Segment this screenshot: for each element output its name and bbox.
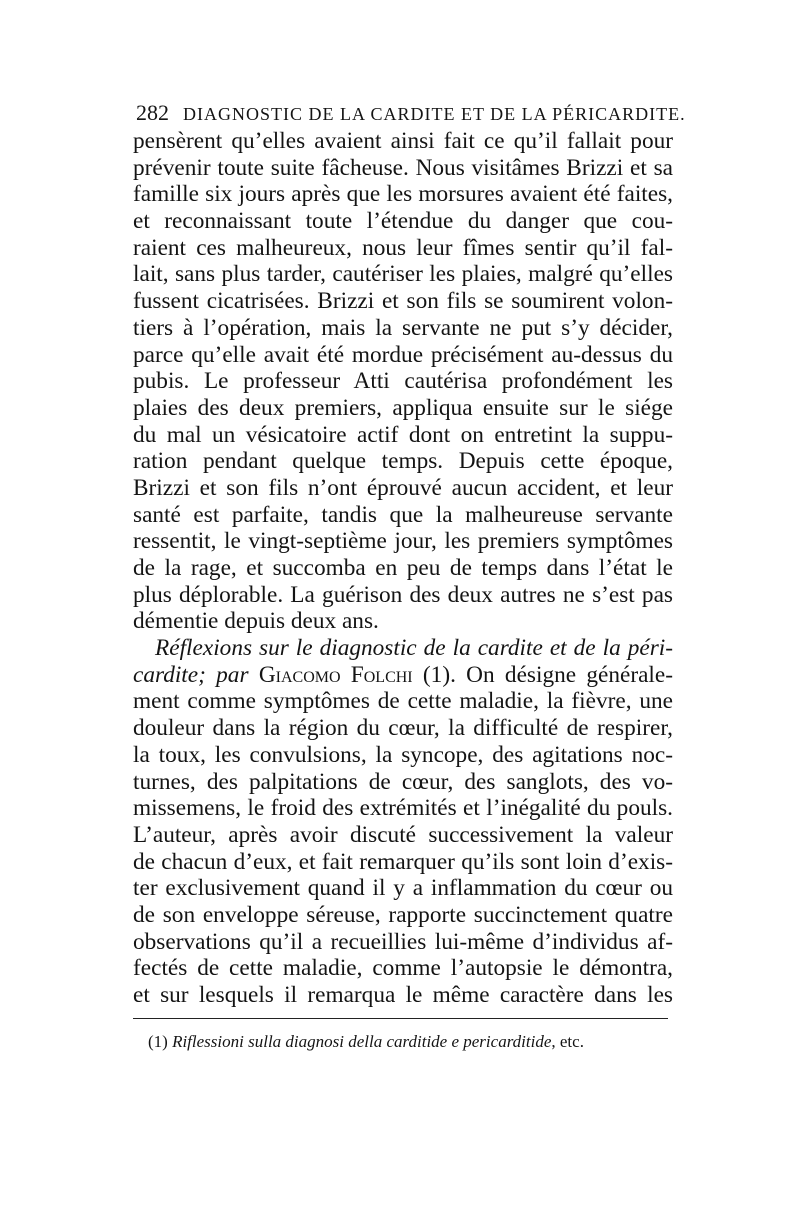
footnote-suffix: , etc. bbox=[551, 1032, 584, 1051]
text-line: fectés de cette maladie, comme l’autopsie le démontra, bbox=[133, 955, 673, 982]
text-line: famille six jours après que les morsures avaient été faites, bbox=[133, 181, 673, 208]
running-title: DIAGNOSTIC DE LA CARDITE ET DE LA PÉRICARDITE. bbox=[183, 104, 686, 124]
text-line: L’auteur, après avoir discuté successivement la valeur bbox=[133, 821, 673, 848]
text-line: missemens, le froid des extrémités et l’inégalité du pouls. bbox=[133, 795, 673, 822]
body-text bbox=[133, 128, 673, 1009]
page-header bbox=[136, 100, 686, 130]
text-line: ment comme symptômes de cette maladie, la fièvre, une bbox=[133, 688, 673, 715]
text-line: santé est parfaite, tandis que la malheureuse servante bbox=[133, 501, 673, 528]
text-line: de son enveloppe séreuse, rapporte succinctement quatre bbox=[133, 901, 673, 928]
text-line: ter exclusivement quand il y a inflammation du cœur ou bbox=[133, 875, 673, 902]
text-line: plaies des deux premiers, appliqua ensuite sur le siége bbox=[133, 394, 673, 421]
text-line: démentie depuis deux ans. bbox=[133, 608, 379, 635]
text-line: plus déplorable. La guérison des deux autres ne s’est pas bbox=[133, 581, 673, 608]
text-line: de la rage, et succomba en peu de temps dans l’état le bbox=[133, 555, 673, 581]
footnote-title: Riflessioni sulla diagnosi della carditide e pericarditide bbox=[172, 1032, 552, 1051]
text-line: de chacun d’eux, et fait remarquer qu’ils sont loin d’exis- bbox=[133, 848, 673, 875]
text-line: prévenir toute suite fâcheuse. Nous visitâmes Brizzi et sa bbox=[133, 154, 673, 181]
text-line: ration pendant quelque temps. Depuis cette époque, bbox=[133, 448, 673, 475]
section-title-italic: Réflexions sur le diagnostic de la cardite et de la péri- bbox=[155, 635, 673, 662]
text-line: parce qu’elle avait été mordue précisément au-dessus du bbox=[133, 341, 673, 368]
text-line: et sur lesquels il remarqua le même caractère dans les bbox=[133, 982, 673, 1008]
page-number: 282 bbox=[136, 100, 169, 125]
footnote bbox=[148, 1031, 668, 1053]
text-line: tiers à l’opération, mais la servante ne put s’y décider, bbox=[133, 314, 673, 341]
footnote-reference-text: (1). On désigne générale- bbox=[422, 661, 673, 688]
text-line: fussent cicatrisées. Brizzi et son fils se soumirent volon- bbox=[133, 288, 673, 315]
text-line: pubis. Le professeur Atti cautérisa profondément les bbox=[133, 368, 673, 395]
text-line: ressentit, le vingt-septième jour, les premiers symptômes bbox=[133, 528, 673, 555]
text-line: raient ces malheureux, nous leur fîmes sentir qu’il fal- bbox=[133, 234, 673, 261]
text-line: douleur dans la région du cœur, la difficulté de respirer, bbox=[133, 715, 673, 742]
text-line: pensèrent qu’elles avaient ainsi fait ce qu’il fallait pour bbox=[133, 128, 673, 154]
text-line: Brizzi et son fils n’ont éprouvé aucun accident, et leur bbox=[133, 474, 673, 501]
text-line: turnes, des palpitations de cœur, des sanglots, des vo- bbox=[133, 768, 673, 795]
text-line: lait, sans plus tarder, cautériser les plaies, malgré qu’elles bbox=[133, 261, 673, 288]
author-line bbox=[133, 662, 673, 689]
text-line: du mal un vésicatoire actif dont on entretint la suppu- bbox=[133, 421, 673, 448]
text-line: la toux, les convulsions, la syncope, des agitations noc- bbox=[133, 741, 673, 768]
author-name: Giacomo Folchi bbox=[258, 661, 413, 688]
text-line: et reconnaissant toute l’étendue du danger que cou- bbox=[133, 208, 673, 235]
footnote-divider bbox=[133, 1018, 668, 1019]
text-line: observations qu’il a recueillies lui-même d’individus af- bbox=[133, 928, 673, 955]
section-title-line bbox=[133, 635, 673, 662]
section-title-continued: cardite; par bbox=[133, 661, 249, 688]
footnote-marker: (1) bbox=[148, 1032, 168, 1051]
